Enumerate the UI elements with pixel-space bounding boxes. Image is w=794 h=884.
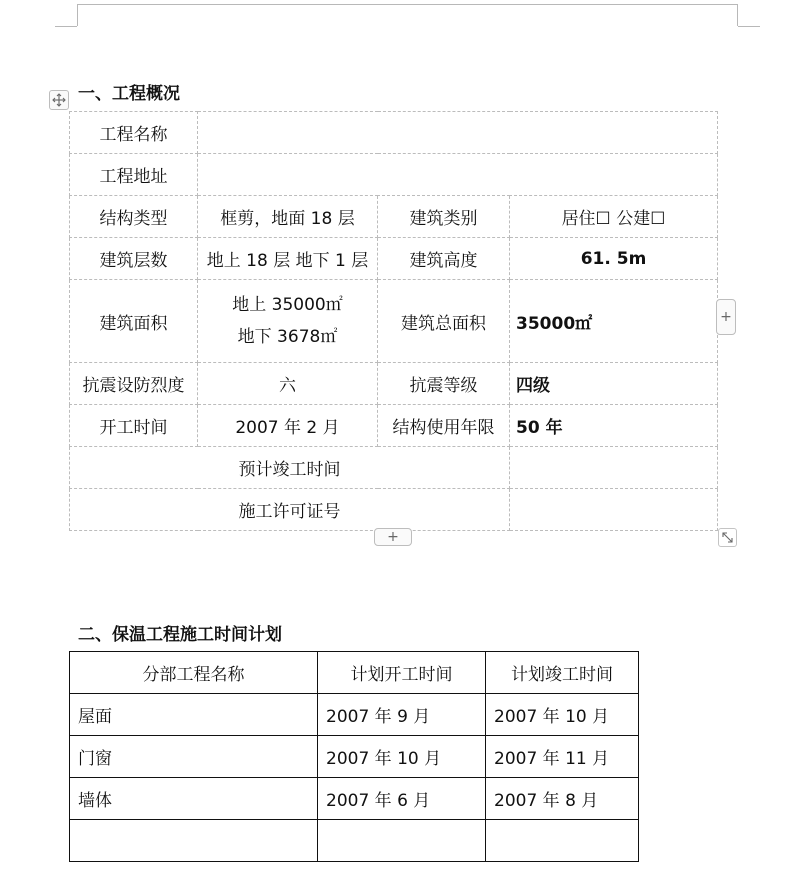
start-date-label: 开工时间	[70, 405, 198, 447]
completion-date-label: 预计竣工时间	[70, 447, 510, 489]
cell-planned-completion[interactable]: 2007 年 11 月	[486, 736, 639, 778]
service-life-value[interactable]: 50 年	[510, 405, 718, 447]
building-category-value[interactable]: 居住☐ 公建☐	[510, 196, 718, 238]
cell-subproject[interactable]	[70, 820, 318, 862]
total-area-label: 建筑总面积	[378, 280, 510, 363]
project-address-label: 工程地址	[70, 154, 198, 196]
table-row	[70, 778, 639, 820]
floors-label: 建筑层数	[70, 238, 198, 280]
table-row	[70, 489, 718, 531]
page-top-border	[77, 4, 737, 5]
table-row	[70, 154, 718, 196]
resize-diagonal-icon	[721, 531, 734, 544]
cell-subproject[interactable]: 屋面	[70, 694, 318, 736]
seismic-grade-value[interactable]: 四级	[510, 363, 718, 405]
project-name-value[interactable]	[198, 112, 718, 154]
cell-planned-completion[interactable]	[486, 820, 639, 862]
table-row	[70, 820, 639, 862]
table-resize-handle[interactable]	[718, 528, 737, 547]
project-address-value[interactable]	[198, 154, 718, 196]
building-category-label: 建筑类别	[378, 196, 510, 238]
column-header-subproject: 分部工程名称	[70, 652, 318, 694]
cell-planned-start[interactable]	[318, 820, 486, 862]
table-row	[70, 694, 639, 736]
move-arrows-icon	[52, 93, 66, 107]
table-row	[70, 280, 718, 363]
area-above-ground: 地上 35000㎡	[232, 295, 343, 315]
table-row	[70, 405, 718, 447]
seismic-intensity-label: 抗震设防烈度	[70, 363, 198, 405]
cell-planned-completion[interactable]: 2007 年 10 月	[486, 694, 639, 736]
start-date-value[interactable]: 2007 年 2 月	[198, 405, 378, 447]
height-label: 建筑高度	[378, 238, 510, 280]
structure-type-value[interactable]: 框剪，地面 18 层	[198, 196, 378, 238]
column-header-planned-start: 计划开工时间	[318, 652, 486, 694]
seismic-intensity-value[interactable]: 六	[198, 363, 378, 405]
cell-subproject[interactable]: 门窗	[70, 736, 318, 778]
cell-planned-start[interactable]: 2007 年 6 月	[318, 778, 486, 820]
table-row	[70, 238, 718, 280]
height-value[interactable]: 61. 5m	[510, 238, 718, 280]
table-row	[70, 112, 718, 154]
column-header-planned-completion: 计划竣工时间	[486, 652, 639, 694]
page-corner-mark-right-h	[738, 26, 760, 27]
service-life-label: 结构使用年限	[378, 405, 510, 447]
page-corner-mark-left	[77, 4, 78, 26]
section1-heading: 一、工程概况	[78, 84, 180, 104]
table-move-handle[interactable]	[49, 90, 69, 110]
area-value[interactable]	[198, 280, 378, 363]
completion-date-value[interactable]	[510, 447, 718, 489]
add-row-button[interactable]: +	[374, 528, 412, 546]
total-area-value[interactable]: 35000㎡	[510, 280, 718, 363]
floors-value[interactable]: 地上 18 层 地下 1 层	[198, 238, 378, 280]
cell-planned-completion[interactable]: 2007 年 8 月	[486, 778, 639, 820]
table-row	[70, 363, 718, 405]
cell-planned-start[interactable]: 2007 年 10 月	[318, 736, 486, 778]
seismic-grade-label: 抗震等级	[378, 363, 510, 405]
add-column-button[interactable]: +	[716, 299, 736, 335]
table-row	[70, 196, 718, 238]
structure-type-label: 结构类型	[70, 196, 198, 238]
table-header-row	[70, 652, 639, 694]
table-row	[70, 736, 639, 778]
project-overview-table	[69, 111, 718, 531]
project-name-label: 工程名称	[70, 112, 198, 154]
section2-heading: 二、保温工程施工时间计划	[78, 625, 282, 645]
cell-subproject[interactable]: 墙体	[70, 778, 318, 820]
page-corner-mark-right	[737, 4, 738, 26]
permit-number-label: 施工许可证号	[70, 489, 510, 531]
area-label: 建筑面积	[70, 280, 198, 363]
permit-number-value[interactable]	[510, 489, 718, 531]
page-corner-mark-left-h	[55, 26, 77, 27]
area-below-ground: 地下 3678㎡	[237, 327, 338, 347]
table-row	[70, 447, 718, 489]
cell-planned-start[interactable]: 2007 年 9 月	[318, 694, 486, 736]
insulation-schedule-table	[69, 651, 639, 862]
